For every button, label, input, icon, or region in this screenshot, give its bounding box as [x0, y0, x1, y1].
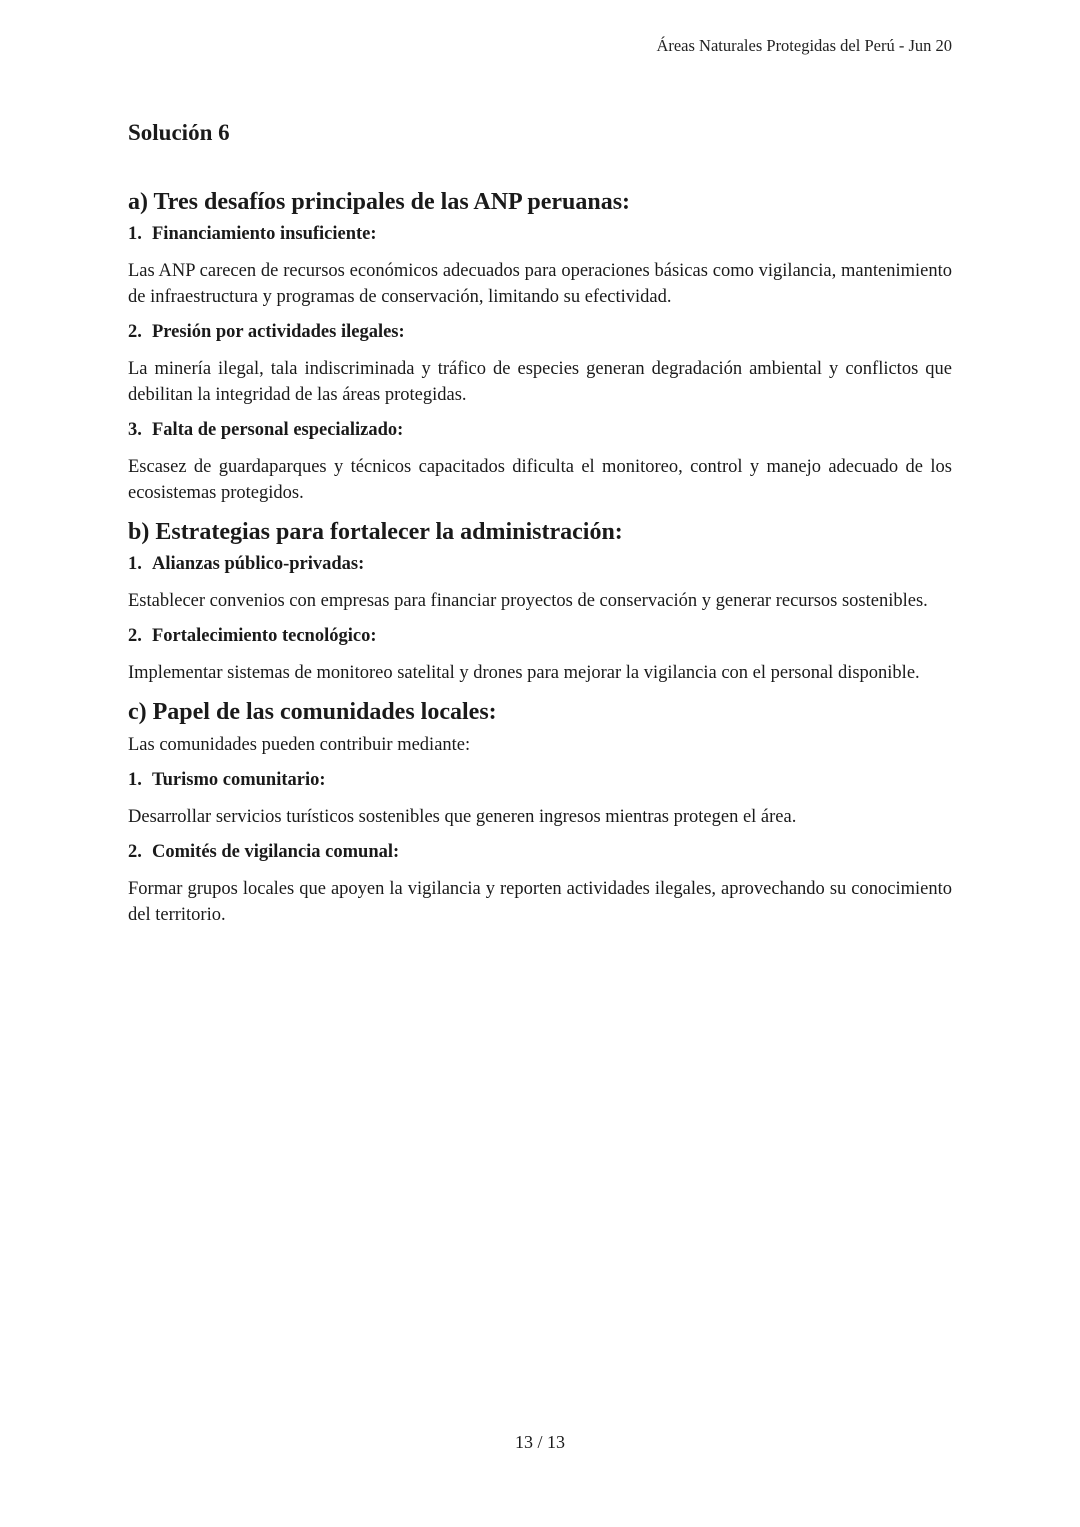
- item-text: Desarrollar servicios turísticos sostenibles que generen ingresos mientras protegen el área.: [128, 807, 797, 827]
- item-title: [128, 418, 952, 442]
- item-title-text: Alianzas público-privadas:: [152, 554, 365, 574]
- solution-title: Solución 6: [128, 120, 230, 145]
- item-number: 3.: [128, 420, 142, 440]
- section-heading: b) Estrategias para fortalecer la administración:: [128, 519, 623, 545]
- item-number: 2.: [128, 322, 142, 342]
- item-title-text: Turismo comunitario:: [152, 770, 326, 790]
- item-title-text: Comités de vigilancia comunal:: [152, 842, 400, 862]
- list-item: [128, 624, 952, 686]
- item-title: [128, 840, 952, 864]
- list-item: [128, 418, 952, 506]
- item-title: [128, 768, 952, 792]
- list-item: [128, 552, 952, 614]
- item-title-text: Falta de personal especializado:: [152, 420, 404, 440]
- running-header: Áreas Naturales Protegidas del Perú - Jun 20: [656, 36, 952, 55]
- list-item: [128, 840, 952, 928]
- item-number: 2.: [128, 626, 142, 646]
- page-number: 13 / 13: [514, 1432, 565, 1452]
- item-number: 2.: [128, 842, 142, 862]
- item-title-text: Financiamiento insuficiente:: [152, 224, 377, 244]
- item-text: Establecer convenios con empresas para financiar proyectos de conservación y generar recursos sostenibles.: [128, 591, 928, 611]
- list-item: [128, 768, 952, 830]
- section-heading: a) Tres desafíos principales de las ANP peruanas:: [128, 189, 631, 215]
- item-text: Formar grupos locales que apoyen la vigilancia y reporten actividades ilegales, aprovechando su conocimiento del territorio.: [128, 879, 952, 925]
- item-title-text: Fortalecimiento tecnológico:: [152, 626, 377, 646]
- list-item: [128, 320, 952, 408]
- item-title: [128, 624, 952, 648]
- document-body: [128, 120, 952, 938]
- item-title-text: Presión por actividades ilegales:: [152, 322, 405, 342]
- item-number: 1.: [128, 770, 142, 790]
- item-text: Las ANP carecen de recursos económicos adecuados para operaciones básicas como vigilancia, mantenimiento de infraestructura y programas de conservación, limitando su efectividad.: [128, 261, 952, 307]
- item-number: 1.: [128, 224, 142, 244]
- list-item: [128, 222, 952, 310]
- item-title: [128, 552, 952, 576]
- section-b: [128, 516, 952, 686]
- section-c: [128, 696, 952, 928]
- item-number: 1.: [128, 554, 142, 574]
- item-text: Escasez de guardaparques y técnicos capacitados dificulta el monitoreo, control y manejo adecuado de los ecosistemas protegidos.: [128, 457, 952, 503]
- section-a: [128, 186, 952, 506]
- item-title: [128, 320, 952, 344]
- item-text: La minería ilegal, tala indiscriminada y tráfico de especies generan degradación ambiental y conflictos que debilitan la integridad de las áreas protegidas.: [128, 359, 952, 405]
- item-text: Implementar sistemas de monitoreo satelital y drones para mejorar la vigilancia con el personal disponible.: [128, 663, 920, 683]
- section-heading: c) Papel de las comunidades locales:: [128, 699, 497, 725]
- item-title: [128, 222, 952, 246]
- section-intro: Las comunidades pueden contribuir mediante:: [128, 735, 471, 755]
